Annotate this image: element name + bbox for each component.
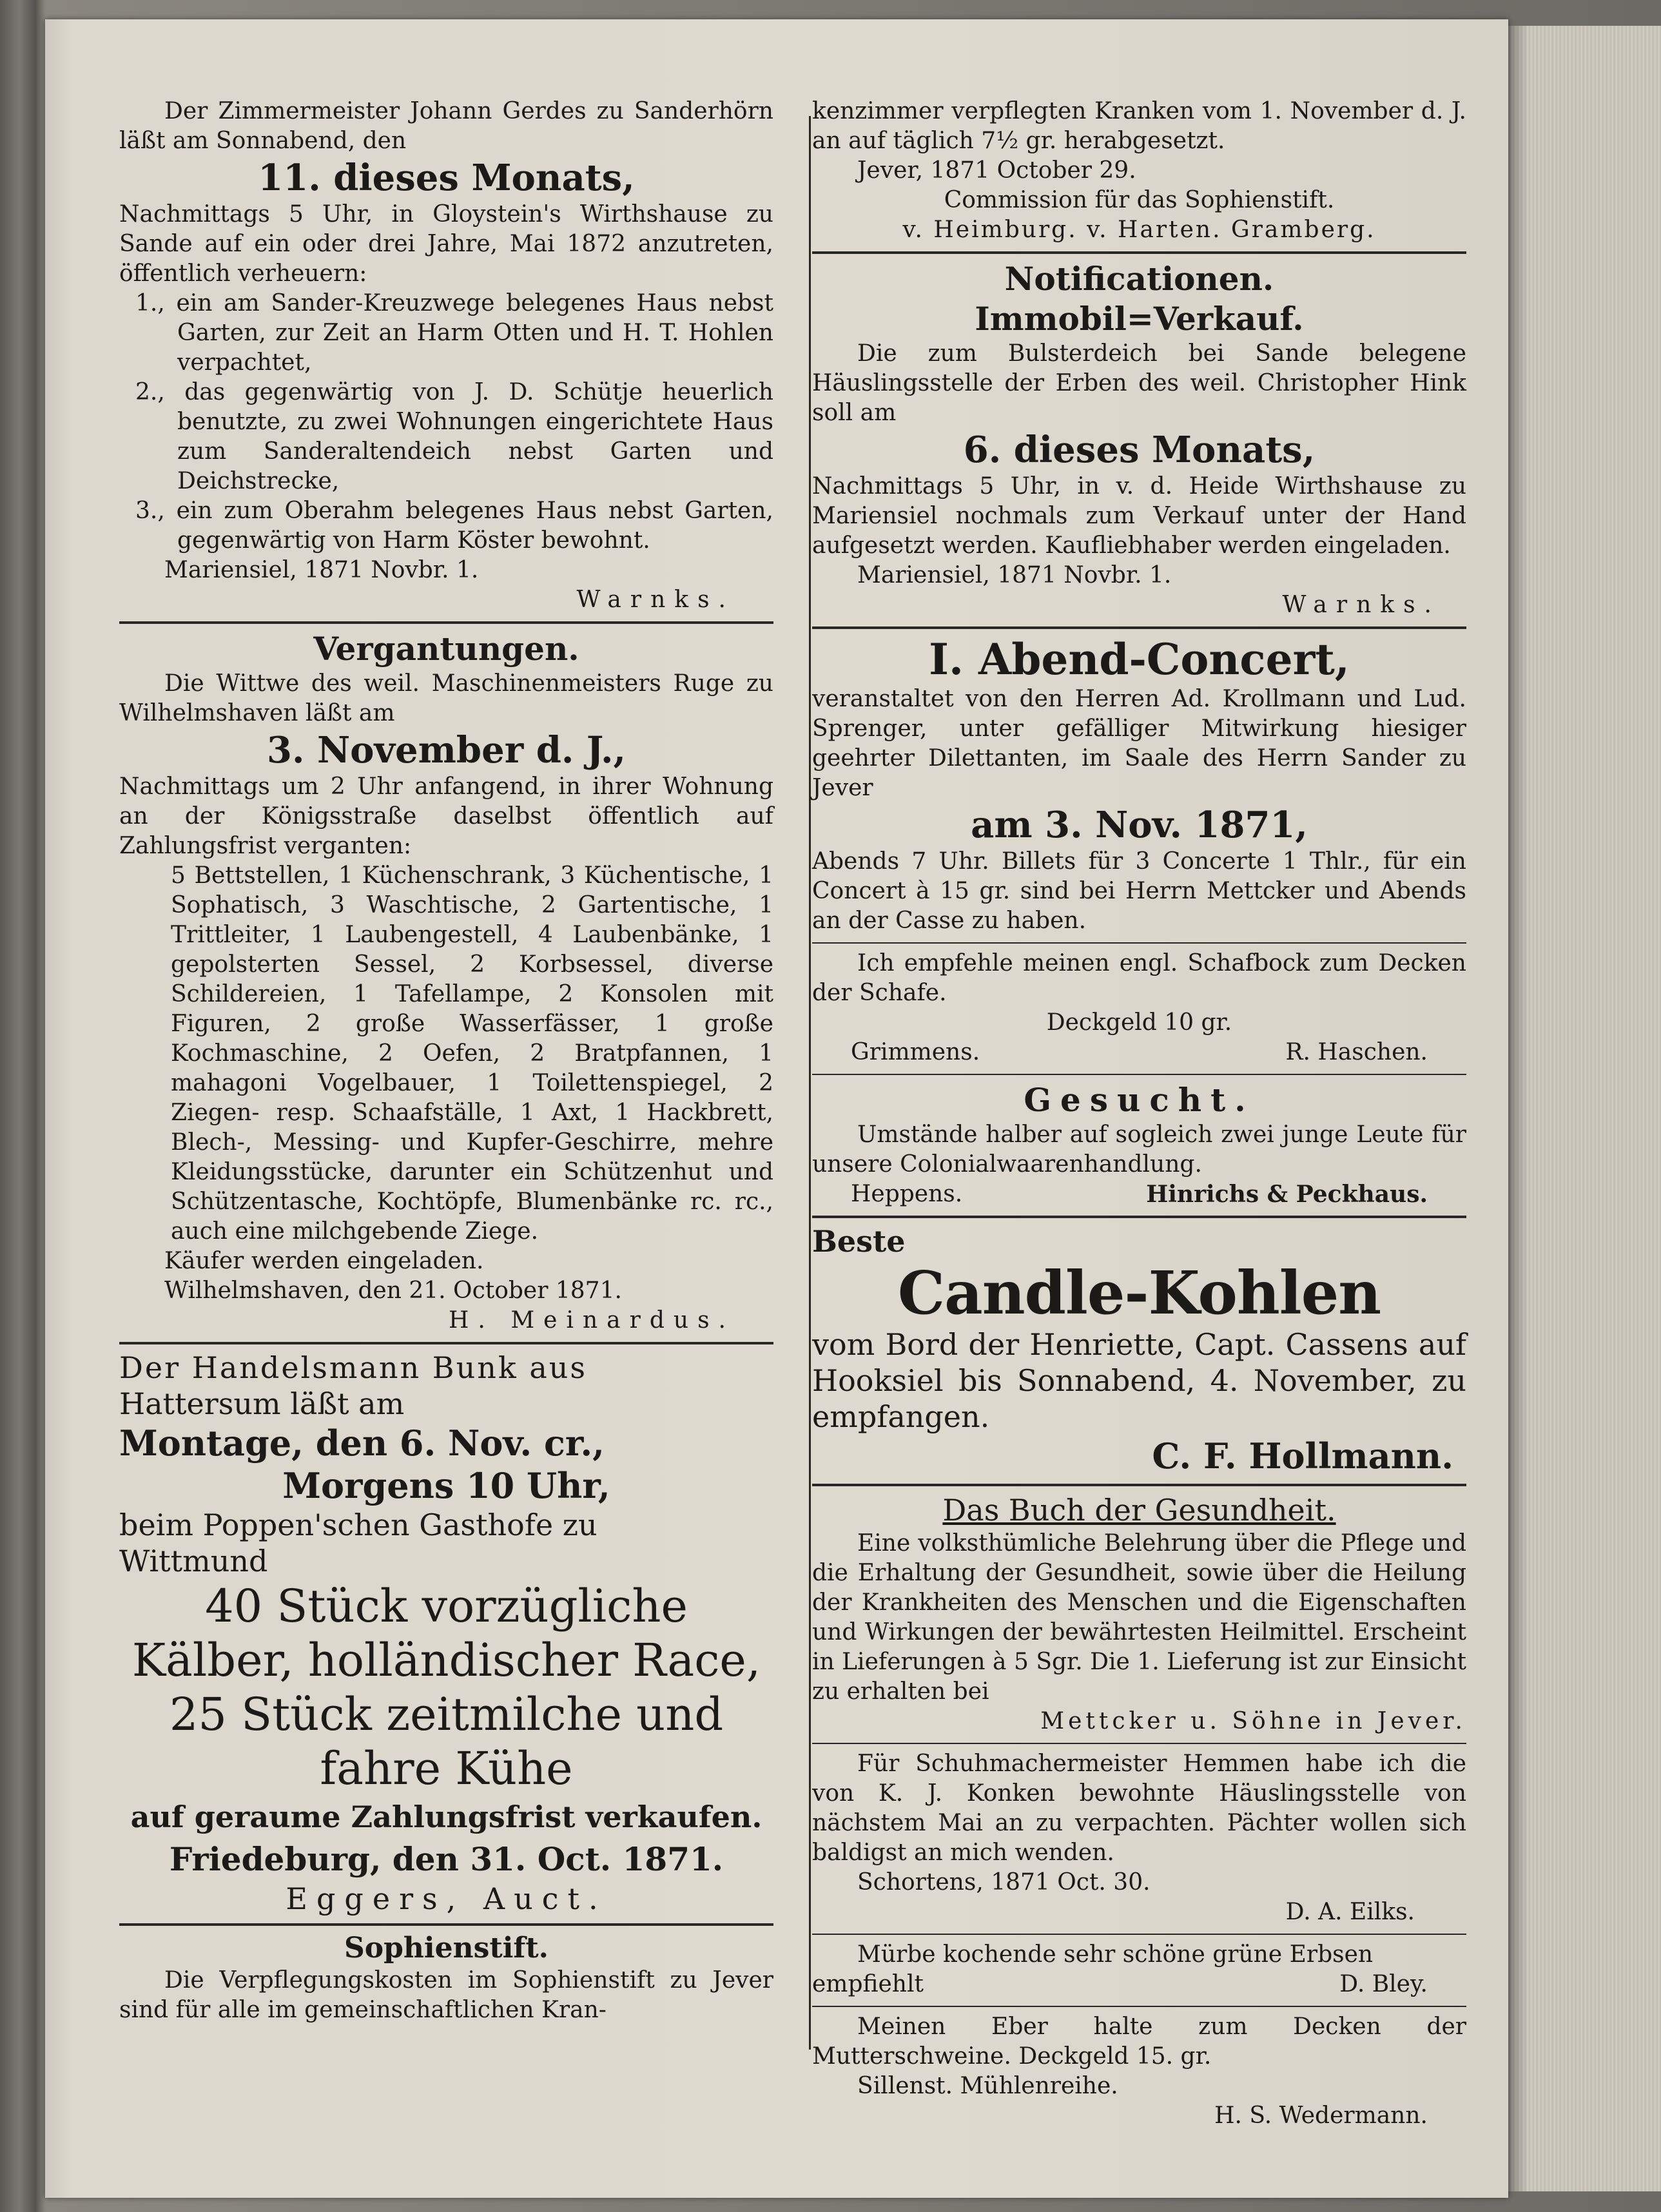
ad-footer <box>812 1179 1466 1209</box>
ad-date: 11. dieses Monats, <box>258 157 635 199</box>
ad-place: Sillenst. Mühlenreihe. <box>857 2073 1118 2099</box>
ad-place: Grimmens. <box>851 1039 980 1065</box>
ad-place: Jever, 1871 October 29. <box>857 157 1136 184</box>
ad-rule <box>812 1484 1466 1486</box>
ad-signature: H. Meinardus. <box>449 1307 735 1334</box>
ad-signature: Warnks. <box>576 587 735 613</box>
ad-body: Nachmittags um 2 Uhr anfangend, in ihrer Wohnung an der Königsstraße daselbst öffentlich auf Zahlungsfrist verganten: <box>119 773 773 859</box>
ad-body: Nachmittags 5 Uhr, in v. d. Heide Wirthshause zu Mariensiel nochmals zum Verkauf unter der Hand aufgesetzt werden. Kaufliebhaber werden eingeladen. <box>812 473 1466 559</box>
ad-signature: C. F. Hollmann. <box>1152 1435 1453 1477</box>
ad-commission: Commission für das Sophienstift. <box>944 187 1335 213</box>
ad-immobil <box>812 259 1466 620</box>
ad-ruge <box>119 629 773 1335</box>
ad-body: veranstaltet von den Herren Ad. Krollmann und Lud. Sprenger, unter gefälliger Mitwirkung hiesiger geehrter Dilettanten, im Saale des Herrn Sander zu Jever <box>812 686 1466 801</box>
column-divider <box>809 116 811 2050</box>
ad-line: auf geraume Zahlungsfrist verkaufen. <box>130 1800 763 1834</box>
ad-body-2: empfiehlt <box>812 1971 924 1997</box>
ad-heading: Immobil=Verkauf. <box>975 300 1304 338</box>
ad-line: Hattersum läßt am <box>119 1386 405 1421</box>
ad-place: Mariensiel, 1871 Novbr. 1. <box>164 557 479 583</box>
ad-intro: Die Wittwe des weil. Maschinenmeisters Ruge zu Wilhelmshaven läßt am <box>119 670 773 726</box>
ad-buch <box>812 1491 1466 1736</box>
section-heading: Notificationen. <box>1004 260 1274 298</box>
ad-sophienstift <box>119 1931 773 2025</box>
ad-signature: D. Bley. <box>1339 1971 1428 1997</box>
page-edge-shadow <box>1508 26 1528 2191</box>
ad-body: Mürbe kochende sehr schöne grüne Erbsen <box>857 1941 1374 1968</box>
ad-signature: Eggers, Auct. <box>286 1881 607 1916</box>
ad-gesucht <box>812 1080 1466 1209</box>
ad-place: Wilhelmshaven, den 21. October 1871. <box>164 1277 622 1304</box>
ad-pre: Beste <box>812 1224 906 1259</box>
ad-rule <box>812 251 1466 254</box>
ad-line: Morgens 10 Uhr, <box>282 1465 610 1506</box>
ad-buyers: Käufer werden eingeladen. <box>164 1248 484 1274</box>
ad-rule <box>119 1342 773 1344</box>
ad-body: Für Schuhmachermeister Hemmen habe ich die von K. J. Konken bewohnte Häuslingsstelle von nächstem Mai an zu verpachten. Pächter wollen sich baldigst an mich wenden. <box>812 1751 1466 1866</box>
ad-place: Heppens. <box>851 1181 963 1207</box>
ad-sophienstift-cont <box>812 97 1466 245</box>
ad-body: Nachmittags 5 Uhr, in Gloystein's Wirthshause zu Sande auf ein oder drei Jahre, Mai 1872 anzutreten, öffentlich verheuern: <box>119 201 773 287</box>
ad-signature: v. Heimburg. v. Harten. Gramberg. <box>902 217 1376 243</box>
ad-line: 40 Stück vorzügliche Kälber, holländischer Race, <box>131 1580 761 1687</box>
ad-signature: Hinrichs & Peckhaus. <box>1146 1181 1428 1208</box>
ad-body: Die Verpflegungskosten im Sophienstift zu Jever sind für alle im gemeinschaftlichen Kran- <box>119 1967 773 2023</box>
ad-line: beim Poppen'schen Gasthofe zu <box>119 1508 597 1542</box>
ad-signature: D. A. Eilks. <box>1285 1899 1415 1925</box>
ad-heading: Vergantungen. <box>313 630 579 668</box>
ad-date: am 3. Nov. 1871, <box>971 804 1308 846</box>
ad-kohlen <box>812 1223 1466 1477</box>
ad-item-1: 1., ein am Sander-Kreuzwege belegenes Haus nebst Garten, zur Zeit an Harm Otten und H. T. Hohlen verpachtet, <box>135 290 773 376</box>
page-stack-edge <box>1508 26 1661 2191</box>
ad-bunk <box>119 1350 773 1917</box>
ad-rule <box>812 1743 1466 1744</box>
ad-intro: Die zum Bulsterdeich bei Sande belegene Häuslingsstelle der Erben des weil. Christopher Hink soll am <box>812 340 1466 426</box>
ad-heading: Gesucht. <box>1024 1081 1255 1119</box>
ad-date: 6. dieses Monats, <box>963 429 1316 471</box>
ad-heading: I. Abend-Concert, <box>929 634 1350 684</box>
ad-signature: Mettcker u. Söhne in Jever. <box>1040 1708 1466 1734</box>
ad-schafbock <box>812 949 1466 1067</box>
ad-body: vom Bord der Henriette, Capt. Cassens auf Hooksiel bis Sonnabend, 4. November, zu empfangen. <box>812 1327 1466 1434</box>
ad-item-2: 2., das gegenwärtig von J. D. Schütje heuerlich benutzte, zu zwei Wohnungen eingerichtete Haus zum Sanderaltendeich nebst Garten und Deichstrecke, <box>135 379 773 494</box>
ad-hemmen <box>812 1749 1466 1927</box>
ad-line: Wittmund <box>119 1544 268 1578</box>
newspaper-page <box>45 19 1508 2198</box>
ad-line: Friedeburg, den 31. Oct. 1871. <box>169 1840 724 1878</box>
ad-date: 3. November d. J., <box>267 729 626 771</box>
ad-line: Montage, den 6. Nov. cr., <box>119 1422 605 1464</box>
ad-item-3: 3., ein zum Oberahm belegenes Haus nebst Garten, gegenwärtig von Harm Köster bewohnt. <box>135 498 773 554</box>
ad-body: Ich empfehle meinen engl. Schafbock zum Decken der Schafe. <box>812 950 1466 1006</box>
ad-place: Schortens, 1871 Oct. 30. <box>857 1869 1151 1896</box>
ad-signature: Warnks. <box>1282 592 1441 618</box>
ad-rule <box>119 621 773 624</box>
ad-heading: Candle-Kohlen <box>897 1258 1381 1328</box>
ad-signature: R. Haschen. <box>1285 1039 1428 1065</box>
ad-body: Umstände halber auf sogleich zwei junge Leute für unsere Colonialwaarenhandlung. <box>812 1121 1466 1178</box>
ad-line: Der Handelsmann Bunk aus <box>119 1350 587 1385</box>
ad-footer <box>812 1970 1466 1999</box>
ad-rule <box>119 1923 773 1926</box>
ad-rule <box>812 1074 1466 1075</box>
ad-concert <box>812 634 1466 936</box>
ad-body: kenzimmer verpflegten Kranken vom 1. November d. J. an auf täglich 7½ gr. herabgesetzt. <box>812 98 1466 154</box>
ad-rule <box>812 2006 1466 2007</box>
ad-footer <box>812 1038 1466 1067</box>
ad-fee: Deckgeld 10 gr. <box>1046 1009 1232 1036</box>
ad-gerdes <box>119 97 773 615</box>
ad-intro: Der Zimmermeister Johann Gerdes zu Sanderhörn läßt am Sonnabend, den <box>119 98 773 154</box>
ad-body: Meinen Eber halte zum Decken der Mutterschweine. Deckgeld 15. gr. <box>812 2013 1466 2070</box>
ad-body: Eine volksthümliche Belehrung über die Pflege und die Erhaltung der Gesundheit, sowie über die Heilung der Krankheiten des Menschen und die Eigenschaften und Wirkungen der bewährtesten Heilmittel. Erscheint in Lieferungen à 5 Sgr. Die 1. Lieferung ist zur Einsicht zu erhalten bei <box>812 1530 1466 1705</box>
left-column <box>119 97 773 2025</box>
ad-place: Mariensiel, 1871 Novbr. 1. <box>857 562 1172 588</box>
ad-eber <box>812 2012 1466 2131</box>
ad-erbsen <box>812 1940 1466 1999</box>
ad-heading: Sophienstift. <box>344 1932 549 1965</box>
ad-rule <box>812 1216 1466 1218</box>
ad-heading: Das Buch der Gesundheit. <box>942 1493 1336 1528</box>
ad-rule <box>812 1934 1466 1935</box>
ad-line: 25 Stück zeitmilche und fahre Kühe <box>169 1688 724 1795</box>
ad-details: Abends 7 Uhr. Billets für 3 Concerte 1 Thlr., für ein Concert à 15 gr. sind bei Herrn Mettcker und Abends an der Casse zu haben. <box>812 848 1466 934</box>
right-column <box>812 97 1466 2131</box>
ad-rule <box>812 626 1466 629</box>
ad-rule <box>812 942 1466 944</box>
ad-items: 5 Bettstellen, 1 Küchenschrank, 3 Küchentische, 1 Sophatisch, 3 Waschtische, 2 Gartentische, 1 Trittleiter, 1 Laubengestell, 4 Laubenbänke, 1 gepolsterten Sessel, 2 Korbsessel, diverse Schildereien, 1 Tafellampe, 2 Konsolen mit Figuren, 2 große Wasserfässer, 1 große Kochmaschine, 2 Oefen, 2 Bratpfannen, 1 mahagoni Vogelbauer, 1 Toilettenspiegel, 2 Ziegen- resp. Schaafställe, 1 Axt, 1 Hackbrett, Blech-, Messing- und Kupfer-Geschirre, mehre Kleidungsstücke, darunter ein Schützenhut und Schützentasche, Kochtöpfe, Blumenbänke rc. rc., auch eine milchgebende Ziege. <box>171 862 773 1245</box>
ad-signature: H. S. Wedermann. <box>1214 2102 1428 2129</box>
